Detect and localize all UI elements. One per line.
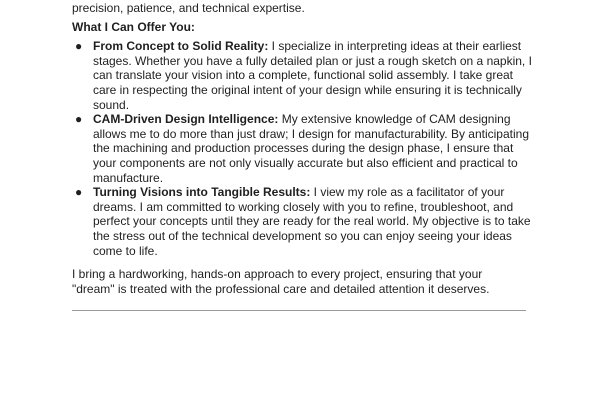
cut-off-paragraph: precision, patience, and technical expertise. xyxy=(72,1,305,15)
item-text: I view my role as a facilitator of your dreams. I am committed to working closely with you to refine, troubleshoot, and perfect your concepts until they are ready for the real world. My objective is to take the stress out of the technical development so you can enjoy seeing your ideas come to life. xyxy=(93,185,531,258)
item-text: My extensive knowledge of CAM designing allows me to do more than just draw; I design for manufacturability. By anticipating the machining and production processes during the design phase, I ensure that your components are not only visually accurate but also efficient and practical to manufacture. xyxy=(93,112,529,185)
bullet-icon: ● xyxy=(75,39,83,54)
section-heading: What I Can Offer You: xyxy=(72,19,195,34)
closing-paragraph: I bring a hardworking, hands-on approach to every project, ensuring that your "dream" is treated with the professional care and detailed attention it deserves. xyxy=(72,267,490,296)
horizontal-divider xyxy=(72,310,526,311)
document-body xyxy=(72,1,534,311)
list-item xyxy=(72,185,534,258)
item-title: From Concept to Solid Reality: xyxy=(93,39,269,54)
list-item xyxy=(72,112,534,185)
list-item xyxy=(72,39,534,112)
offer-list xyxy=(72,39,534,258)
item-title: Turning Visions into Tangible Results: xyxy=(93,185,311,200)
bullet-icon: ● xyxy=(75,185,83,200)
item-title: CAM-Driven Design Intelligence: xyxy=(93,112,279,127)
item-text: I specialize in interpreting ideas at their earliest stages. Whether you have a fully detailed plan or just a rough sketch on a napkin, I can translate your vision into a complete, functional solid assembly. I take great care in respecting the original intent of your design while ensuring it is technically sound. xyxy=(93,39,532,112)
bullet-icon: ● xyxy=(75,112,83,127)
